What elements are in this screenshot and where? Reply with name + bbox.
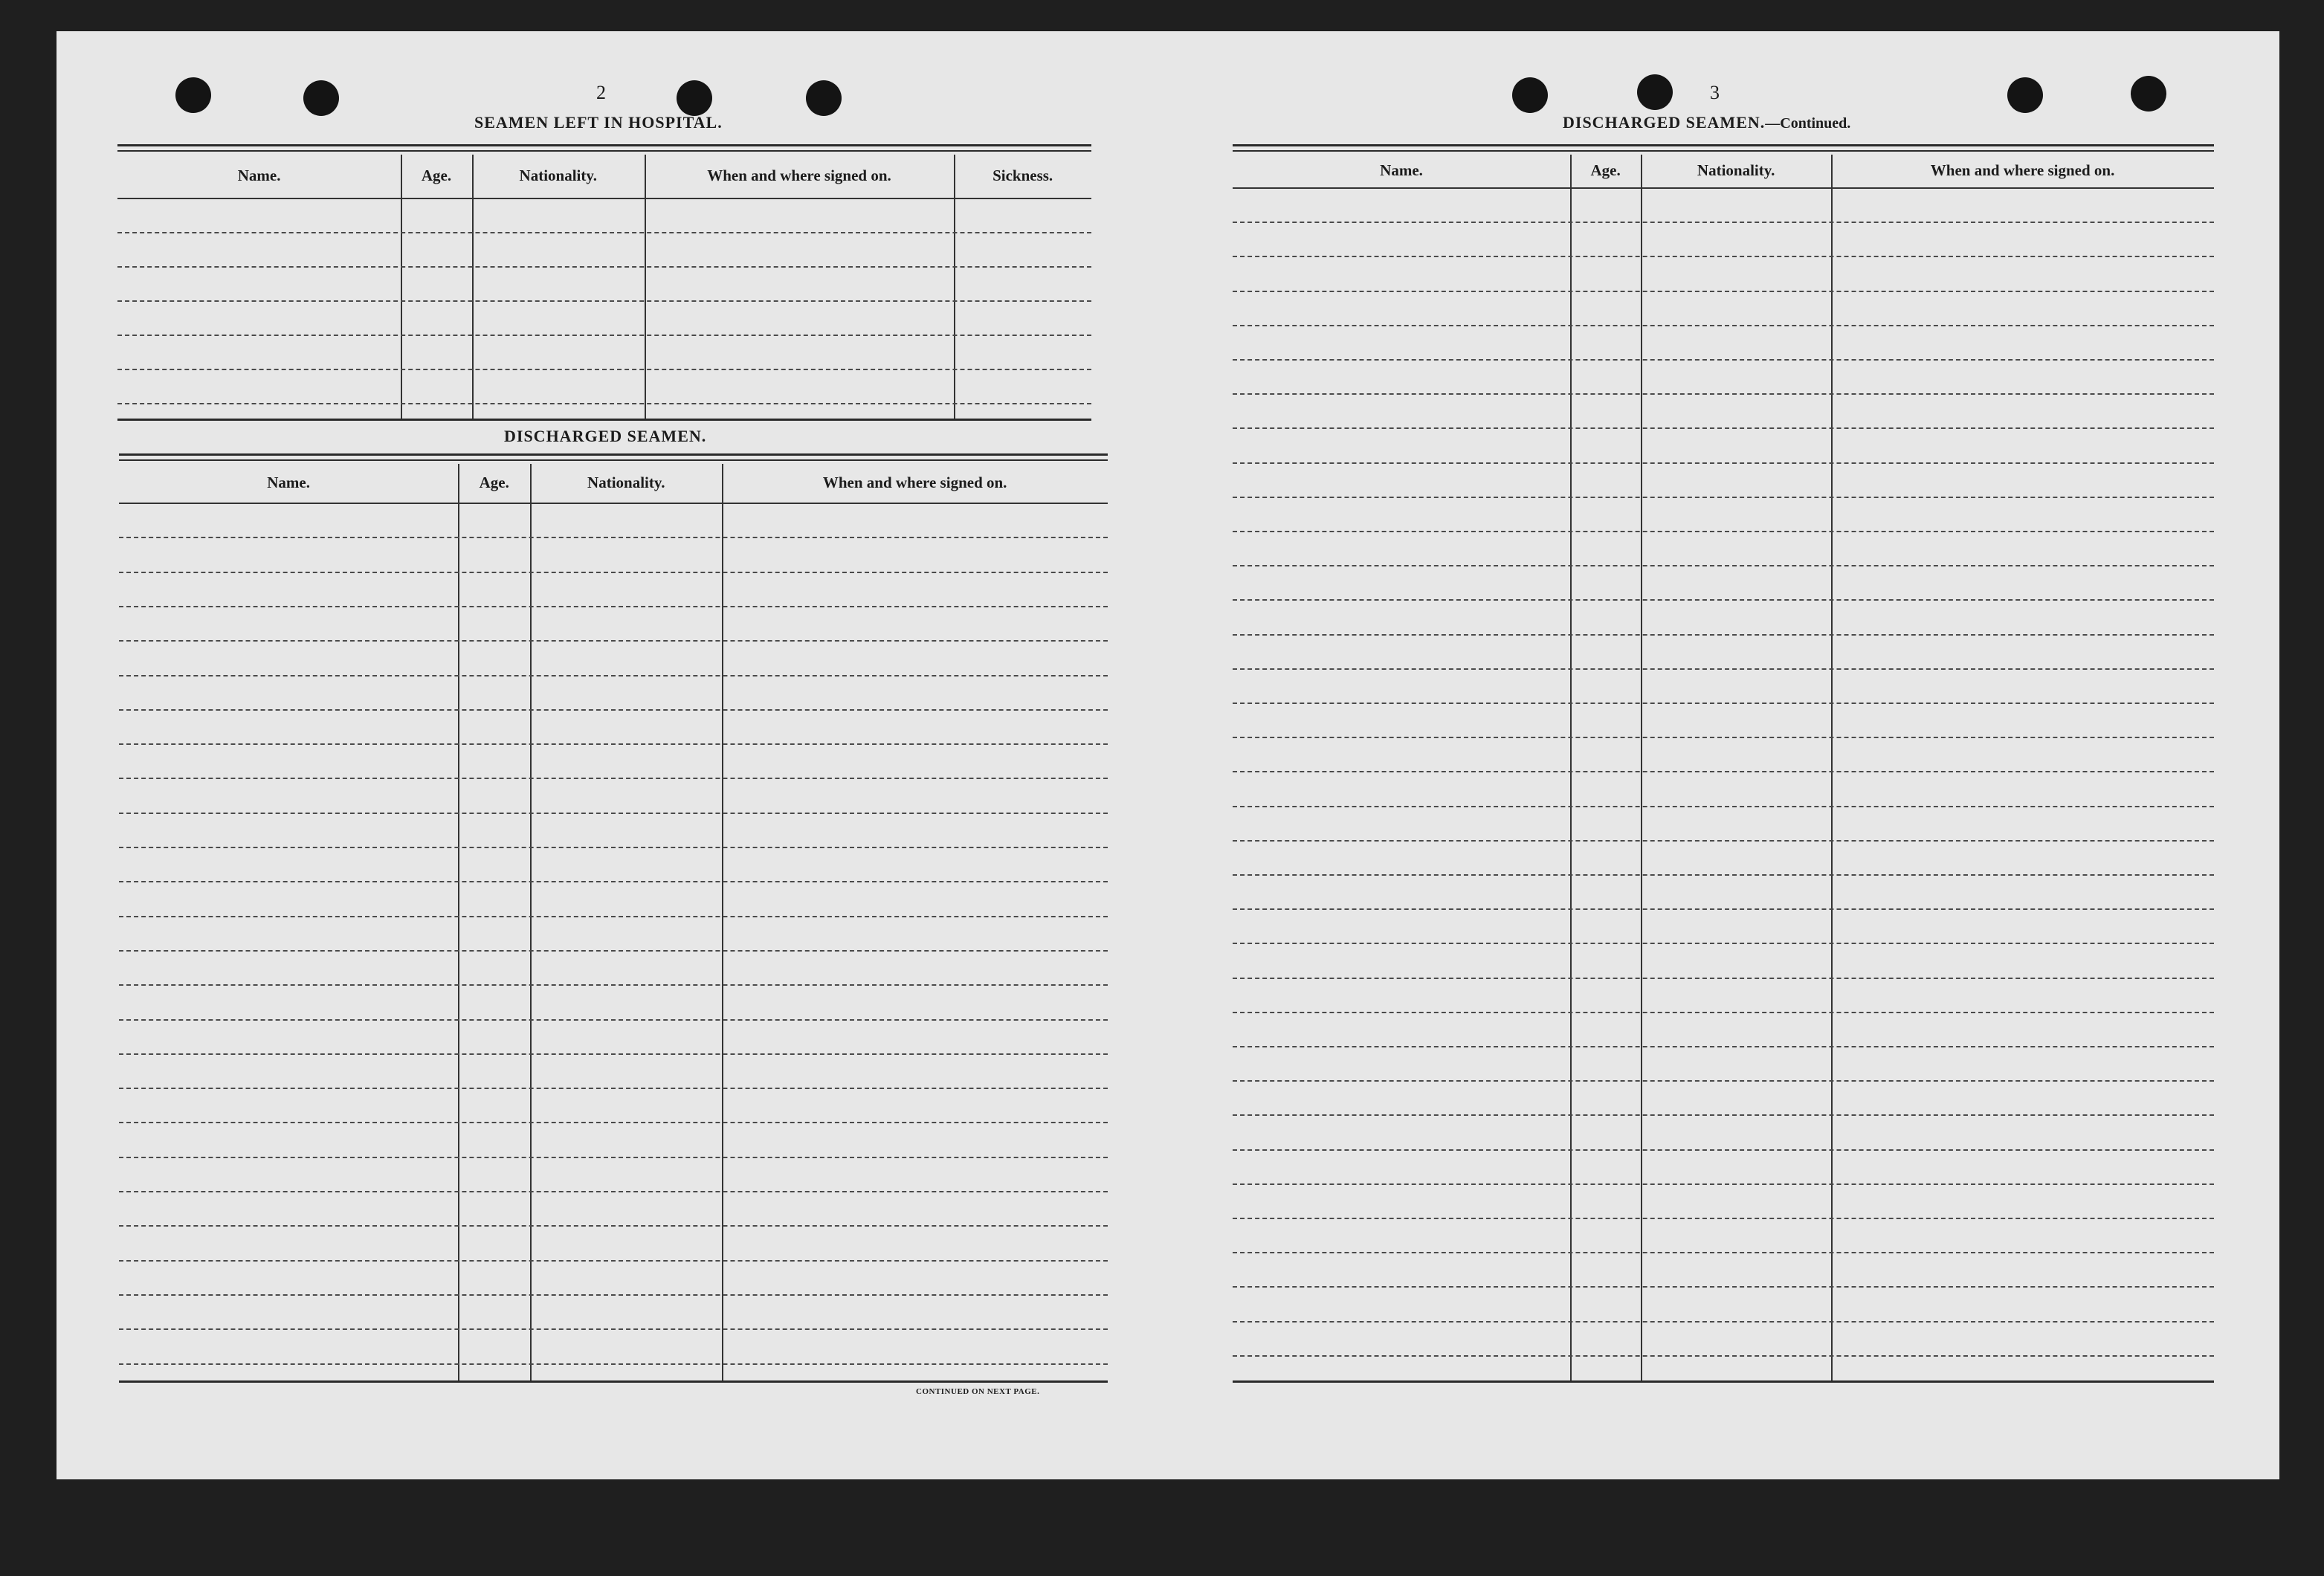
table-row: [119, 606, 1108, 607]
punch-hole: [1637, 74, 1673, 110]
ledger-header-rule: [117, 198, 1091, 199]
table-row: [119, 984, 1108, 986]
table-row: [1233, 291, 2214, 292]
discharged-ledger: [119, 453, 1108, 1383]
column-divider: [1570, 155, 1572, 1383]
ledger-top-rule-inner: [117, 150, 1091, 152]
punch-hole: [677, 80, 712, 116]
table-row: [119, 572, 1108, 573]
column-divider: [954, 155, 955, 421]
table-row: [119, 537, 1108, 538]
column-header: Nationality.: [587, 474, 665, 491]
table-row: [1233, 840, 2214, 842]
table-row: [119, 1191, 1108, 1192]
table-row: [119, 743, 1108, 745]
column-header: Nationality.: [1697, 161, 1775, 179]
column-header: When and where signed on.: [1930, 161, 2115, 179]
table-row: [1233, 256, 2214, 257]
table-row: [1233, 1355, 2214, 1357]
table-row: [119, 778, 1108, 779]
ledger-bottom-rule: [1233, 1380, 2214, 1383]
column-header: Age.: [421, 167, 452, 184]
punch-hole: [175, 77, 211, 113]
punch-hole: [2007, 77, 2043, 113]
column-divider: [722, 464, 723, 1383]
ledger-bottom-rule: [119, 1380, 1108, 1383]
table-row: [1233, 1080, 2214, 1082]
punch-hole: [2131, 76, 2166, 112]
column-divider: [530, 464, 532, 1383]
table-row: [1233, 222, 2214, 223]
column-divider: [1641, 155, 1642, 1383]
ledger-top-rule: [119, 453, 1108, 456]
table-row: [1233, 771, 2214, 772]
table-row: [119, 1053, 1108, 1055]
discharged-section-title: DISCHARGED SEAMEN.: [504, 427, 707, 445]
table-row: [1233, 1149, 2214, 1151]
table-row: [119, 847, 1108, 848]
table-row: [117, 369, 1091, 370]
column-header: Sickness.: [992, 167, 1053, 184]
table-row: [1233, 1286, 2214, 1288]
table-row: [1233, 1218, 2214, 1219]
table-row: [119, 916, 1108, 917]
column-divider: [1831, 155, 1833, 1383]
table-row: [119, 1294, 1108, 1296]
table-row: [119, 1088, 1108, 1089]
table-row: [1233, 393, 2214, 395]
table-row: [119, 1363, 1108, 1365]
column-header: When and where signed on.: [707, 167, 891, 184]
table-row: [119, 709, 1108, 711]
table-row: [1233, 1012, 2214, 1013]
table-row: [117, 300, 1091, 302]
table-row: [119, 1019, 1108, 1021]
table-row: [1233, 462, 2214, 464]
table-row: [119, 675, 1108, 676]
document-sheet: [57, 31, 2279, 1479]
page-number-left: 2: [596, 82, 606, 103]
table-row: [119, 813, 1108, 814]
table-row: [1233, 874, 2214, 876]
column-header: When and where signed on.: [822, 474, 1007, 491]
column-header: Name.: [1380, 161, 1423, 179]
table-row: [1233, 599, 2214, 601]
column-divider: [458, 464, 459, 1383]
column-header: Age.: [479, 474, 509, 491]
table-row: [1233, 806, 2214, 807]
column-divider: [645, 155, 646, 421]
column-header: Name.: [267, 474, 310, 491]
table-row: [117, 335, 1091, 336]
table-row: [119, 881, 1108, 882]
continued-footnote: CONTINUED ON NEXT PAGE.: [916, 1387, 1040, 1396]
punch-hole: [1512, 77, 1548, 113]
table-row: [119, 1225, 1108, 1227]
table-row: [1233, 531, 2214, 532]
ledger-top-rule-inner: [119, 459, 1108, 461]
column-divider: [401, 155, 402, 421]
ledger-bottom-rule: [117, 419, 1091, 421]
table-row: [1233, 1046, 2214, 1047]
table-row: [119, 640, 1108, 642]
table-row: [117, 403, 1091, 404]
table-row: [1233, 703, 2214, 704]
table-row: [119, 1157, 1108, 1158]
table-row: [1233, 1321, 2214, 1323]
punch-hole: [303, 80, 339, 116]
ledger-top-rule-inner: [1233, 150, 2214, 152]
punch-hole: [806, 80, 842, 116]
table-row: [1233, 1183, 2214, 1185]
page-number-right: 3: [1710, 82, 1720, 103]
table-row: [119, 950, 1108, 952]
table-row: [1233, 359, 2214, 361]
table-row: [1233, 908, 2214, 910]
hospital-ledger: [117, 144, 1091, 421]
table-row: [1233, 1114, 2214, 1116]
column-divider: [472, 155, 474, 421]
ledger-top-rule: [1233, 144, 2214, 146]
table-row: [1233, 497, 2214, 498]
ledger-header-rule: [1233, 187, 2214, 189]
table-row: [1233, 978, 2214, 979]
ledger-top-rule: [117, 144, 1091, 146]
table-row: [1233, 1252, 2214, 1253]
table-row: [117, 266, 1091, 268]
column-header: Nationality.: [519, 167, 597, 184]
continued-ledger: [1233, 144, 2214, 1383]
hospital-section-title: SEAMEN LEFT IN HOSPITAL.: [474, 113, 723, 132]
table-row: [1233, 943, 2214, 944]
column-header: Age.: [1590, 161, 1621, 179]
table-row: [119, 1260, 1108, 1262]
table-row: [117, 232, 1091, 233]
table-row: [119, 1122, 1108, 1123]
table-row: [119, 1328, 1108, 1330]
table-row: [1233, 668, 2214, 670]
table-row: [1233, 634, 2214, 636]
column-header: Name.: [237, 167, 281, 184]
ledger-header-rule: [119, 503, 1108, 504]
table-row: [1233, 325, 2214, 326]
continued-title-suffix: —Continued.: [1765, 115, 1851, 132]
table-row: [1233, 565, 2214, 566]
continued-section-title: [1563, 113, 1850, 132]
continued-title-main: DISCHARGED SEAMEN.: [1563, 113, 1766, 132]
table-row: [1233, 737, 2214, 738]
table-row: [1233, 427, 2214, 429]
